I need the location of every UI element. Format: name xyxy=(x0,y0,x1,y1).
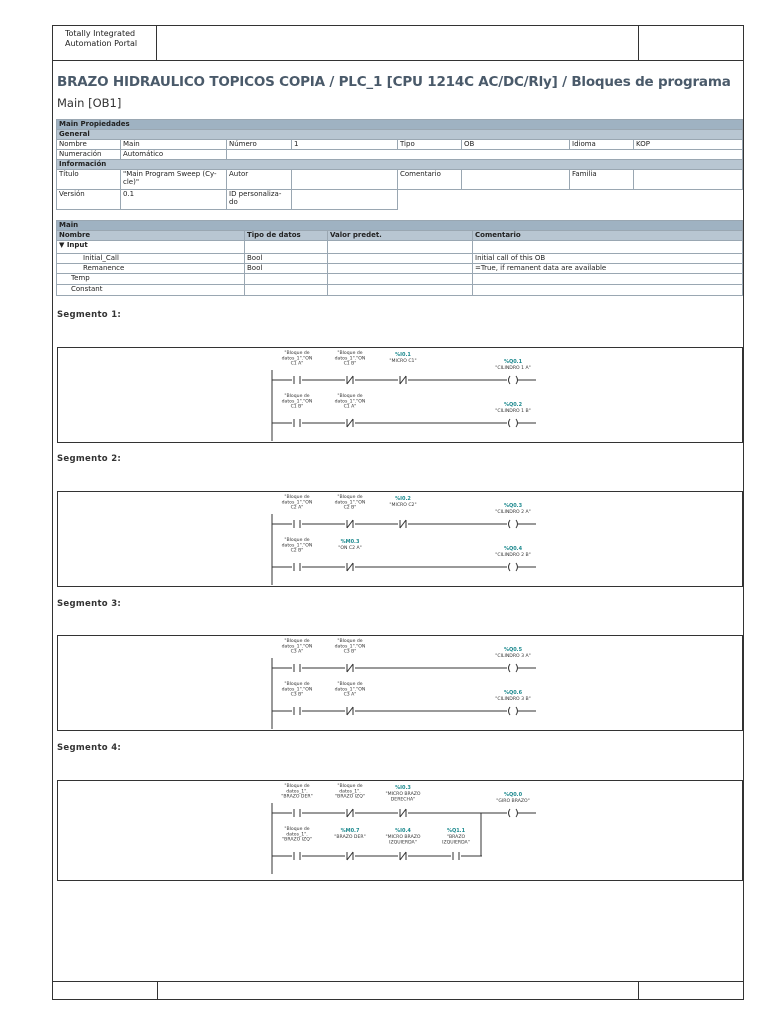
coil-left-arc xyxy=(509,664,511,672)
coil-right-arc xyxy=(516,664,518,672)
coil-tag-label: "CILINDRO 2 B" xyxy=(495,553,531,558)
prop-label: Autor xyxy=(227,170,292,190)
block-title: Main [OB1] xyxy=(57,96,122,110)
expand-triangle-icon[interactable]: ▼ xyxy=(59,241,65,249)
contact-tag-label: datos_1"."ON xyxy=(334,644,366,650)
segment-1-label: Segmento 1: xyxy=(57,310,122,320)
page-frame xyxy=(52,25,744,1000)
page-header xyxy=(53,26,743,61)
props-row-1 xyxy=(57,140,743,150)
iface-name: Input xyxy=(66,241,88,249)
props-info-header: Información xyxy=(57,160,743,170)
coil-tag-label: "CILINDRO 1 B" xyxy=(495,409,531,414)
iface-section-header: Main xyxy=(57,221,743,231)
coil-left-arc xyxy=(509,563,511,571)
contact-tag-label: C1 B" xyxy=(343,361,357,367)
iface-value xyxy=(328,254,473,264)
prop-label: Tipo xyxy=(398,140,462,150)
contact-tag-label: datos_1"."ON xyxy=(281,500,313,506)
iface-type xyxy=(245,274,328,285)
iface-value xyxy=(328,285,473,296)
contact-tag-label: DERECHA" xyxy=(390,797,416,803)
iface-comment xyxy=(473,241,743,254)
table-row xyxy=(57,241,743,254)
iface-type: Bool xyxy=(245,264,328,274)
contact-tag-label: datos_1"."ON xyxy=(334,687,366,693)
coil-tag-label: "CILINDRO 2 A" xyxy=(495,510,531,515)
segment-3-label: Segmento 3: xyxy=(57,599,122,609)
contact-tag-label: C1 A" xyxy=(290,361,304,367)
ladder-diagram xyxy=(58,492,744,588)
contact-tag-label: datos_1"."ON xyxy=(281,543,313,549)
ladder-diagram xyxy=(58,636,744,732)
prop-label: Numeración xyxy=(57,150,121,160)
coil-right-arc xyxy=(516,520,518,528)
empty-cell xyxy=(398,190,743,210)
contact-tag-label: "Bloque de xyxy=(337,784,363,789)
contact-tag-label: datos_1"."ON xyxy=(281,687,313,693)
coil-left-arc xyxy=(509,707,511,715)
empty-cell xyxy=(462,170,570,190)
contact-tag-label: "BRAZO IZQ" xyxy=(335,794,365,800)
segment-2-network xyxy=(57,491,743,587)
prop-label: Comentario xyxy=(398,170,462,190)
contact-tag-label: "MICRO C1" xyxy=(389,359,417,364)
contact-address: %M0.7 xyxy=(340,828,360,834)
contact-address: %Q1.1 xyxy=(446,828,466,834)
table-row xyxy=(57,254,743,264)
page-footer xyxy=(53,981,743,999)
props-row-4 xyxy=(57,190,743,210)
table-row xyxy=(57,285,743,296)
coil-address: %Q0.1 xyxy=(503,359,523,365)
coil-right-arc xyxy=(516,563,518,571)
contact-tag-label: "BRAZO DER" xyxy=(281,794,313,800)
contact-tag-label: C3 A" xyxy=(343,692,357,698)
iface-name-cell xyxy=(57,241,245,254)
portal-line-2: Automation Portal xyxy=(65,39,138,48)
coil-address: %Q0.4 xyxy=(503,546,523,552)
iface-comment xyxy=(473,285,743,296)
prop-label: Título xyxy=(57,170,121,190)
iface-comment xyxy=(473,274,743,285)
coil-address: %Q0.5 xyxy=(503,647,523,653)
contact-address: %I0.1 xyxy=(395,352,411,358)
iface-name: Initial_Call xyxy=(57,254,245,264)
contact-tag-label: "Bloque de xyxy=(284,351,310,356)
contact-tag-label: "BRAZO xyxy=(446,835,466,840)
contact-tag-label: "Bloque de xyxy=(284,394,310,399)
col-header-default: Valor predet. xyxy=(328,231,473,241)
contact-tag-label: "Bloque de xyxy=(337,639,363,644)
coil-right-arc xyxy=(516,419,518,427)
segment-1-network xyxy=(57,347,743,443)
empty-cell xyxy=(227,150,743,160)
contact-tag-label: "Bloque de xyxy=(337,682,363,687)
prop-value: Main xyxy=(121,140,227,150)
prop-value: Automático xyxy=(121,150,227,160)
ladder-diagram xyxy=(58,781,744,882)
contact-tag-label: "MICRO BRAZO xyxy=(385,792,421,797)
contact-tag-label: datos_1"."ON xyxy=(334,500,366,506)
iface-type xyxy=(245,285,328,296)
coil-address: %Q0.2 xyxy=(503,402,523,408)
segment-2-label: Segmento 2: xyxy=(57,454,122,464)
props-general-header: General xyxy=(57,130,743,140)
coil-left-arc xyxy=(509,376,511,384)
contact-address: %M0.3 xyxy=(340,539,360,545)
coil-tag-label: "GIRO BRAZO" xyxy=(496,799,530,804)
contact-tag-label: "Bloque de xyxy=(284,827,310,832)
coil-tag-label: "CILINDRO 1 A" xyxy=(495,366,531,371)
props-row-3 xyxy=(57,170,743,190)
empty-cell xyxy=(634,170,743,190)
props-row-2 xyxy=(57,150,743,160)
iface-value xyxy=(328,274,473,285)
portal-logo-text xyxy=(53,26,157,60)
coil-left-arc xyxy=(509,809,511,817)
empty-cell xyxy=(292,170,398,190)
document-title: BRAZO HIDRAULICO TOPICOS COPIA / PLC_1 [CPU 1214C AC/DC/Rly] / Bloques de programa xyxy=(57,74,731,90)
table-row xyxy=(57,274,743,285)
prop-value: 1 xyxy=(292,140,398,150)
prop-value: OB xyxy=(462,140,570,150)
contact-tag-label: "Bloque de xyxy=(337,394,363,399)
contact-tag-label: datos_1"."ON xyxy=(334,356,366,362)
contact-tag-label: datos_1". xyxy=(286,832,308,838)
contact-tag-label: datos_1"."ON xyxy=(281,356,313,362)
prop-label: ID personaliza-do xyxy=(227,190,292,210)
iface-comment: Initial call of this OB xyxy=(473,254,743,264)
coil-right-arc xyxy=(516,707,518,715)
contact-tag-label: C1 A" xyxy=(343,404,357,410)
iface-comment: =True, if remanent data are available xyxy=(473,264,743,274)
contact-tag-label: C3 A" xyxy=(290,649,304,655)
footer-left-cell xyxy=(53,982,158,999)
coil-address: %Q0.0 xyxy=(503,792,523,798)
segment-4-network xyxy=(57,780,743,881)
iface-name: Temp xyxy=(57,274,245,285)
coil-tag-label: "CILINDRO 3 A" xyxy=(495,654,531,659)
props-section-header: Main Propiedades xyxy=(57,120,743,130)
coil-address: %Q0.6 xyxy=(503,690,523,696)
contact-tag-label: "Bloque de xyxy=(284,538,310,543)
contact-tag-label: C2 B" xyxy=(290,548,304,554)
contact-tag-label: "Bloque de xyxy=(284,682,310,687)
contact-tag-label: "Bloque de xyxy=(284,639,310,644)
contact-tag-label: "Bloque de xyxy=(337,351,363,356)
prop-label: Familia xyxy=(570,170,634,190)
iface-value xyxy=(328,264,473,274)
properties-table xyxy=(56,119,743,210)
coil-left-arc xyxy=(509,520,511,528)
table-row xyxy=(57,264,743,274)
prop-label: Versión xyxy=(57,190,121,210)
iface-value xyxy=(328,241,473,254)
contact-tag-label: "MICRO BRAZO xyxy=(385,835,421,840)
header-right-cell xyxy=(638,26,743,60)
prop-label: Idioma xyxy=(570,140,634,150)
prop-value: "Main Program Sweep (Cy-cle)" xyxy=(121,170,227,190)
contact-tag-label: "Bloque de xyxy=(337,495,363,500)
contact-tag-label: C1 B" xyxy=(290,404,304,410)
segment-3-network xyxy=(57,635,743,731)
portal-line-1: Totally Integrated xyxy=(65,29,136,38)
contact-tag-label: "BRAZO IZQ" xyxy=(282,837,312,843)
empty-cell xyxy=(292,190,398,210)
coil-left-arc xyxy=(509,419,511,427)
contact-tag-label: datos_1". xyxy=(339,789,361,795)
contact-tag-label: datos_1"."ON xyxy=(281,644,313,650)
contact-tag-label: datos_1"."ON xyxy=(281,399,313,405)
contact-tag-label: "BRAZO DER" xyxy=(334,835,366,840)
coil-tag-label: "CILINDRO 3 B" xyxy=(495,697,531,702)
iface-type xyxy=(245,241,328,254)
iface-name: Constant xyxy=(57,285,245,296)
contact-tag-label: IZQUIERDA" xyxy=(442,840,470,846)
contact-tag-label: IZQUIERDA" xyxy=(389,840,417,846)
prop-label: Nombre xyxy=(57,140,121,150)
segment-4-label: Segmento 4: xyxy=(57,743,122,753)
iface-name: Remanence xyxy=(57,264,245,274)
col-header-type: Tipo de datos xyxy=(245,231,328,241)
prop-value: KOP xyxy=(634,140,743,150)
iface-header-row xyxy=(57,231,743,241)
prop-value: 0.1 xyxy=(121,190,227,210)
contact-tag-label: C3 B" xyxy=(290,692,304,698)
coil-address: %Q0.3 xyxy=(503,503,523,509)
col-header-name: Nombre xyxy=(57,231,245,241)
coil-right-arc xyxy=(516,809,518,817)
contact-address: %I0.4 xyxy=(395,828,411,834)
contact-tag-label: "ON C2 A" xyxy=(338,546,362,551)
ladder-diagram xyxy=(58,348,744,444)
contact-address: %I0.3 xyxy=(395,785,411,791)
contact-tag-label: C2 A" xyxy=(290,505,304,511)
contact-tag-label: datos_1". xyxy=(286,789,308,795)
interface-table xyxy=(56,220,743,296)
contact-tag-label: datos_1"."ON xyxy=(334,399,366,405)
coil-right-arc xyxy=(516,376,518,384)
prop-label: Número xyxy=(227,140,292,150)
contact-tag-label: "Bloque de xyxy=(284,784,310,789)
footer-right-cell xyxy=(638,982,743,999)
col-header-comment: Comentario xyxy=(473,231,743,241)
contact-tag-label: C3 B" xyxy=(343,649,357,655)
contact-tag-label: "MICRO C2" xyxy=(389,503,417,508)
contact-address: %I0.2 xyxy=(395,496,411,502)
contact-tag-label: C2 B" xyxy=(343,505,357,511)
contact-tag-label: "Bloque de xyxy=(284,495,310,500)
iface-type: Bool xyxy=(245,254,328,264)
